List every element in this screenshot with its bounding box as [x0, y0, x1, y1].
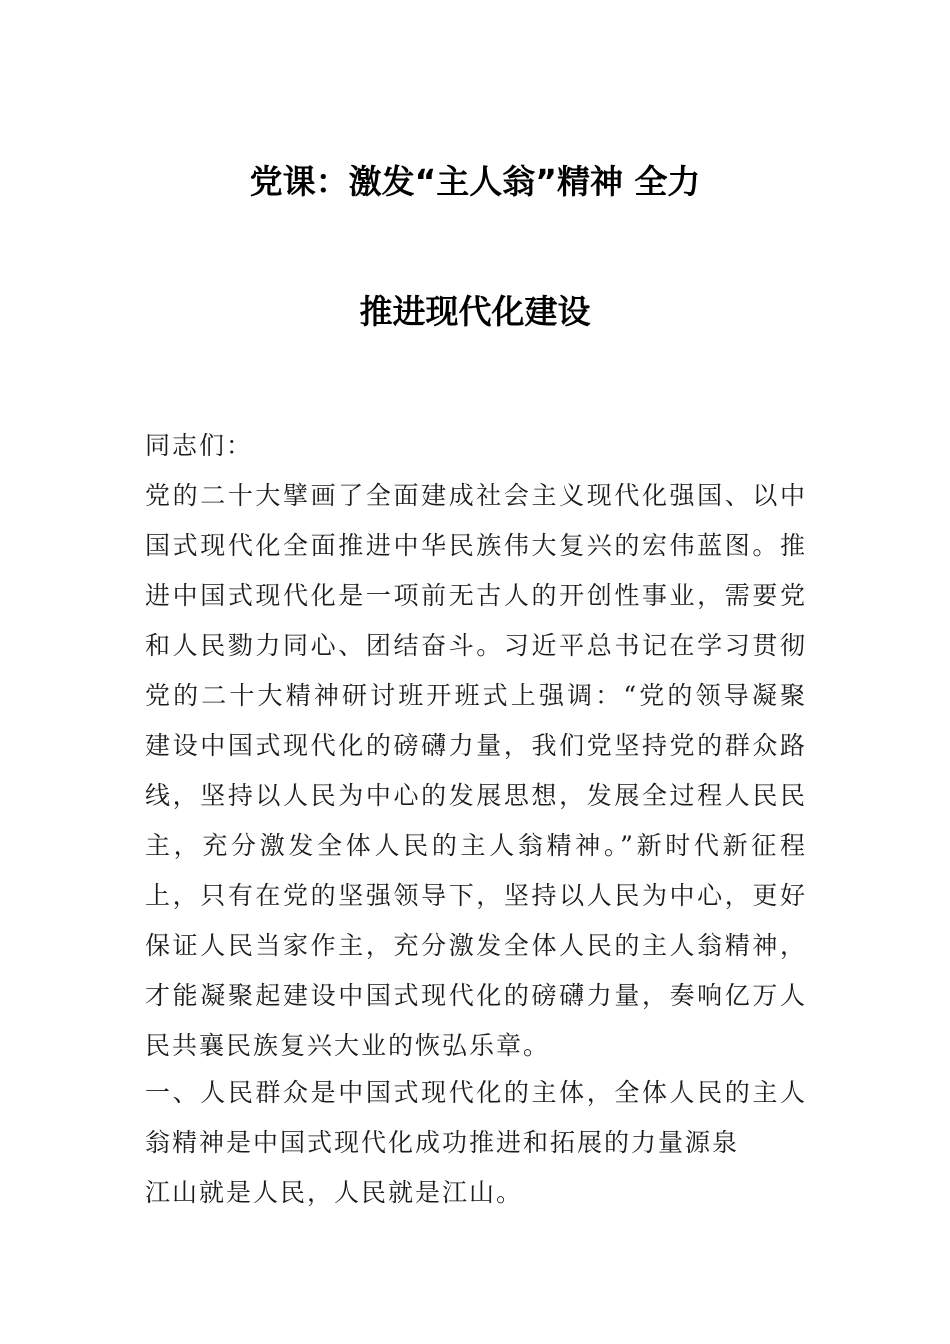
document-title-line-1: 党课：激发“主人翁”精神 全力 — [249, 162, 701, 201]
paragraph-body: 江山就是人民，人民就是江山。 — [145, 1178, 524, 1207]
paragraph-intro: 党的二十大擘画了全面建成社会主义现代化强国、以中国式现代化全面推进中华民族伟大复兴的宏伟蓝图。推进中国式现代化是一项前无古人的开创性事业，需要党和人民勠力同心、团结奋斗。习近平总书记在学习贯彻党的二十大精神研讨班开班式上强调：“党的领导凝聚建设中国式现代化的磅礴力量，我们党坚持党的群众路线，坚持以人民为中心的发展思想，发展全过程人民民主，充分激发全体人民的主人翁精神。”新时代新征程上，只有在党的坚强领导下，坚持以人民为中心，更好保证人民当家作主，充分激发全体人民的主人翁精神，才能凝聚起建设中国式现代化的磅礴力量，奏响亿万人民共襄民族复兴大业的恢弘乐章。 — [145, 481, 807, 1060]
document-title-line-2: 推进现代化建设 — [359, 292, 591, 331]
greeting: 同志们： — [145, 431, 254, 460]
section-heading-1: 一、人民群众是中国式现代化的主体，全体人民的主人翁精神是中国式现代化成功推进和拓展的力量源泉 — [145, 1078, 807, 1157]
